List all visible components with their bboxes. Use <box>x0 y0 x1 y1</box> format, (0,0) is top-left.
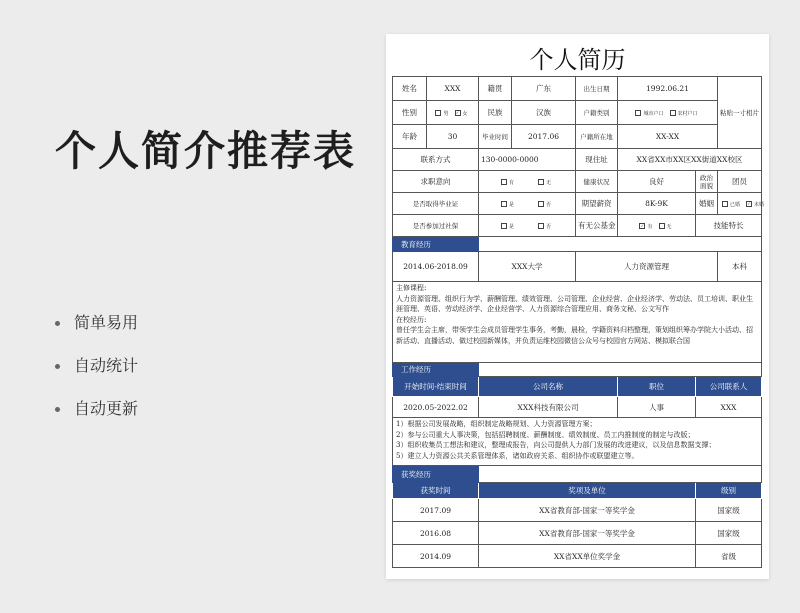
value-age: 30 <box>427 125 479 149</box>
value-health: 良好 <box>618 171 696 193</box>
work-period: 2020.05-2022.02 <box>393 397 479 418</box>
value-salary: 8K-9K <box>618 193 696 215</box>
award-time: 2014.09 <box>393 545 479 568</box>
gender-options: 男 ✓ 女 <box>427 101 479 125</box>
checkbox-cert-no[interactable] <box>538 201 544 207</box>
section-education: 教育经历 <box>393 237 479 252</box>
checkbox-male[interactable] <box>435 110 441 116</box>
work-header-company: 公司名称 <box>479 377 618 397</box>
work-header-contact: 公司联系人 <box>696 377 762 397</box>
hukou-options: 城市户口 农村户口 <box>618 101 718 125</box>
bullet-icon <box>55 407 60 412</box>
bullet-icon <box>55 321 60 326</box>
edu-details: 主修课程: 人力资源管理、组织行为学、薪酬管理、绩效管理、公司管理、企业经营、企业经济学、劳动法、员工培训、职业生涯管理、英语、劳动经济学、企业经营学、人力资源综合管理应用、商务文秘、公文写作 在校经历: 曾任学生会主席，带领学生会成员管理学生事务，考勤，晨检，学籍资料归档整理，策划组织筹办学院大小活动、招新活动、直播活动、做过校园新媒体，并负责运维校园微信公众号与校园官方网站、模拟联合国 <box>393 282 762 363</box>
insurance-options: 是 否 <box>479 215 576 237</box>
section-work: 工作经历 <box>393 363 479 377</box>
value-hukou-loc: XX-XX <box>618 125 718 149</box>
label-marriage: 婚姻 <box>696 193 718 215</box>
value-address: XX省XX市XX区XX街道XX校区 <box>618 149 762 171</box>
feature-item: 简单易用 <box>55 312 138 334</box>
work-header-position: 职位 <box>618 377 696 397</box>
label-grad-cert: 是否取得毕业证 <box>393 193 479 215</box>
award-time: 2017.09 <box>393 499 479 522</box>
work-details: 1）根据公司发展战略，组织制定战略规划、人力资源管理方案； 2）参与公司重大人事决策，包括招聘制度、薪酬制度、绩效制度、员工内推制度的制定与改版； 3）组织收集员工想法和建议，整理成报告，向公司提供人力部门发展的改进建议，以及信息数据支撑； 5）建立人力资源公共关系管理体系，诸如政府关系、组织协作或联盟建立等。 <box>393 418 762 466</box>
award-level: 国家级 <box>696 522 762 545</box>
value-contact: 130-0000-0000 <box>479 149 576 171</box>
label-political: 政治面貌 <box>696 171 718 193</box>
checkbox-cert-yes[interactable] <box>501 201 507 207</box>
fund-options: ✓ 有 无 <box>618 215 696 237</box>
label-job-intent: 求职意向 <box>393 171 479 193</box>
label-insurance: 是否参加过社保 <box>393 215 479 237</box>
checkbox-ins-yes[interactable] <box>501 223 507 229</box>
label-ethnic: 民族 <box>479 101 512 125</box>
resume-title: 个人简历 <box>529 46 626 74</box>
checkbox-fund-none[interactable] <box>659 223 665 229</box>
checkbox-married[interactable] <box>722 201 728 207</box>
feature-list <box>55 312 138 441</box>
label-native: 籍贯 <box>479 77 512 101</box>
edu-degree: 本科 <box>718 252 762 282</box>
value-native: 广东 <box>512 77 576 101</box>
label-skills: 技能特长 <box>696 215 762 237</box>
edu-major: 人力资源管理 <box>576 252 718 282</box>
label-salary: 期望薪资 <box>576 193 618 215</box>
label-age: 年龄 <box>393 125 427 149</box>
award-time: 2016.08 <box>393 522 479 545</box>
checkbox-unmarried[interactable]: ✓ <box>747 201 751 206</box>
checkbox-rural[interactable] <box>670 110 676 116</box>
value-political: 团员 <box>718 171 762 193</box>
label-fund: 有无公基金 <box>576 215 618 237</box>
label-hukou-loc: 户籍所在地 <box>576 125 618 149</box>
work-contact: XXX <box>696 397 762 418</box>
checkbox-female[interactable]: ✓ <box>455 110 460 115</box>
resume-info-table <box>392 76 765 568</box>
edu-school: XXX大学 <box>479 252 576 282</box>
award-name: XX省教育部-国家一等奖学金 <box>479 522 696 545</box>
label-gender: 性别 <box>393 101 427 125</box>
work-company: XXX科技有限公司 <box>479 397 618 418</box>
label-hukou-type: 户籍类别 <box>576 101 618 125</box>
work-position: 人事 <box>618 397 696 418</box>
marriage-options: 已婚 ✓ 未婚 <box>718 193 762 215</box>
value-ethnic: 汉族 <box>512 101 576 125</box>
work-header-period: 开始时间-结束时间 <box>393 377 479 397</box>
feature-item: 自动更新 <box>55 398 138 420</box>
section-awards: 获奖经历 <box>393 466 479 483</box>
resume-sheet <box>386 34 769 579</box>
checkbox-ins-no[interactable] <box>538 223 544 229</box>
label-contact: 联系方式 <box>393 149 479 171</box>
photo-placeholder: 粘贴一寸相片 <box>718 77 762 149</box>
label-name: 姓名 <box>393 77 427 101</box>
value-grad-time: 2017.06 <box>512 125 576 149</box>
edu-period: 2014.06-2018.09 <box>393 252 479 282</box>
value-birth: 1992.06.21 <box>618 77 718 101</box>
awards-header-time: 获奖时间 <box>393 483 479 499</box>
awards-header-level: 级别 <box>696 483 762 499</box>
bullet-icon <box>55 364 60 369</box>
label-grad-time: 毕业时间 <box>479 125 512 149</box>
label-birth: 出生日期 <box>576 77 618 101</box>
award-level: 国家级 <box>696 499 762 522</box>
award-level: 省级 <box>696 545 762 568</box>
grad-cert-options: 是 否 <box>479 193 576 215</box>
value-name: XXX <box>427 77 479 101</box>
checkbox-intent-a[interactable] <box>501 179 507 185</box>
checkbox-fund-have[interactable]: ✓ <box>640 223 645 228</box>
label-health: 健康状况 <box>576 171 618 193</box>
checkbox-urban[interactable] <box>635 110 641 116</box>
label-address: 现住址 <box>576 149 618 171</box>
checkbox-intent-b[interactable] <box>538 179 544 185</box>
job-intent-options: 有 无 <box>479 171 576 193</box>
page-title: 个人简介推荐表 <box>55 127 356 175</box>
feature-item: 自动统计 <box>55 355 138 377</box>
awards-header-name: 奖项及单位 <box>479 483 696 499</box>
award-name: XX省教育部-国家一等奖学金 <box>479 499 696 522</box>
award-name: XX省XX单位奖学金 <box>479 545 696 568</box>
